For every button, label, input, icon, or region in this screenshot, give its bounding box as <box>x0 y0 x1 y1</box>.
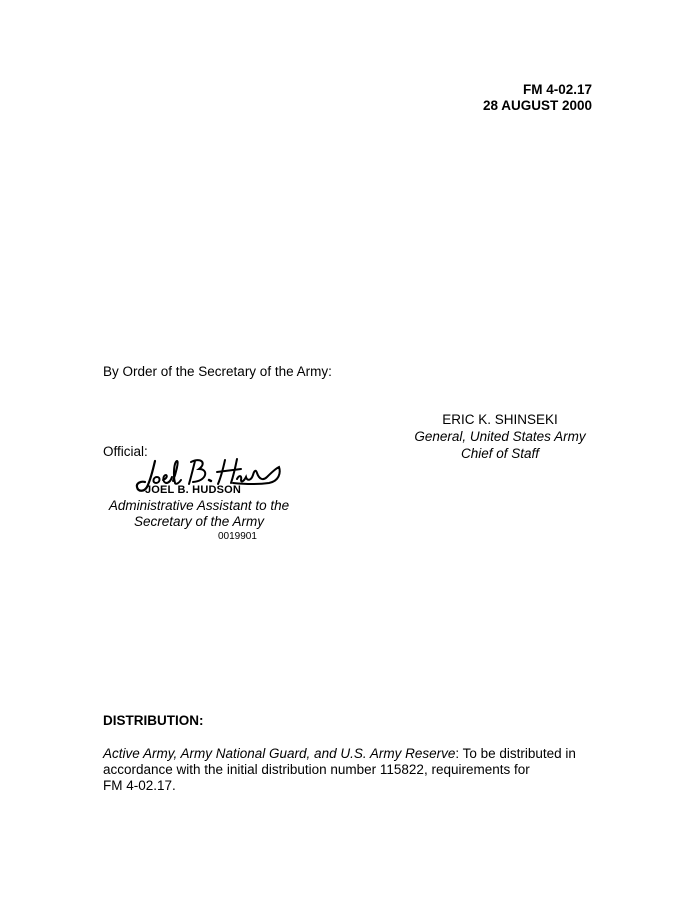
distribution-lead: Active Army, Army National Guard, and U.S. Army Reserve <box>103 746 456 761</box>
signer-name: ERIC K. SHINSEKI <box>442 412 558 427</box>
distribution-line1-rest: : To be distributed in <box>455 746 576 761</box>
document-header <box>483 82 592 114</box>
distribution-heading: DISTRIBUTION: <box>103 713 204 728</box>
signer-position: Chief of Staff <box>460 446 540 461</box>
signer-block <box>400 411 600 462</box>
publication-date: 28 AUGUST 2000 <box>482 98 592 113</box>
distribution-line3: FM 4-02.17. <box>103 778 176 793</box>
official-name: JOEL B. HUDSON <box>144 484 242 496</box>
signer-rank: General, United States Army <box>414 429 586 444</box>
official-block <box>103 482 295 530</box>
control-number: 0019901 <box>218 531 257 542</box>
official-role-line1: Administrative Assistant to the <box>108 498 290 513</box>
official-label: Official: <box>103 444 148 459</box>
authority-statement: By Order of the Secretary of the Army: <box>103 364 332 379</box>
distribution-line2: accordance with the initial distribution number 115822, requirements for <box>103 762 530 777</box>
distribution-paragraph <box>103 746 603 794</box>
manual-number: FM 4-02.17 <box>522 82 592 97</box>
distribution-line1 <box>103 746 603 762</box>
official-role-line2: Secretary of the Army <box>133 514 265 529</box>
